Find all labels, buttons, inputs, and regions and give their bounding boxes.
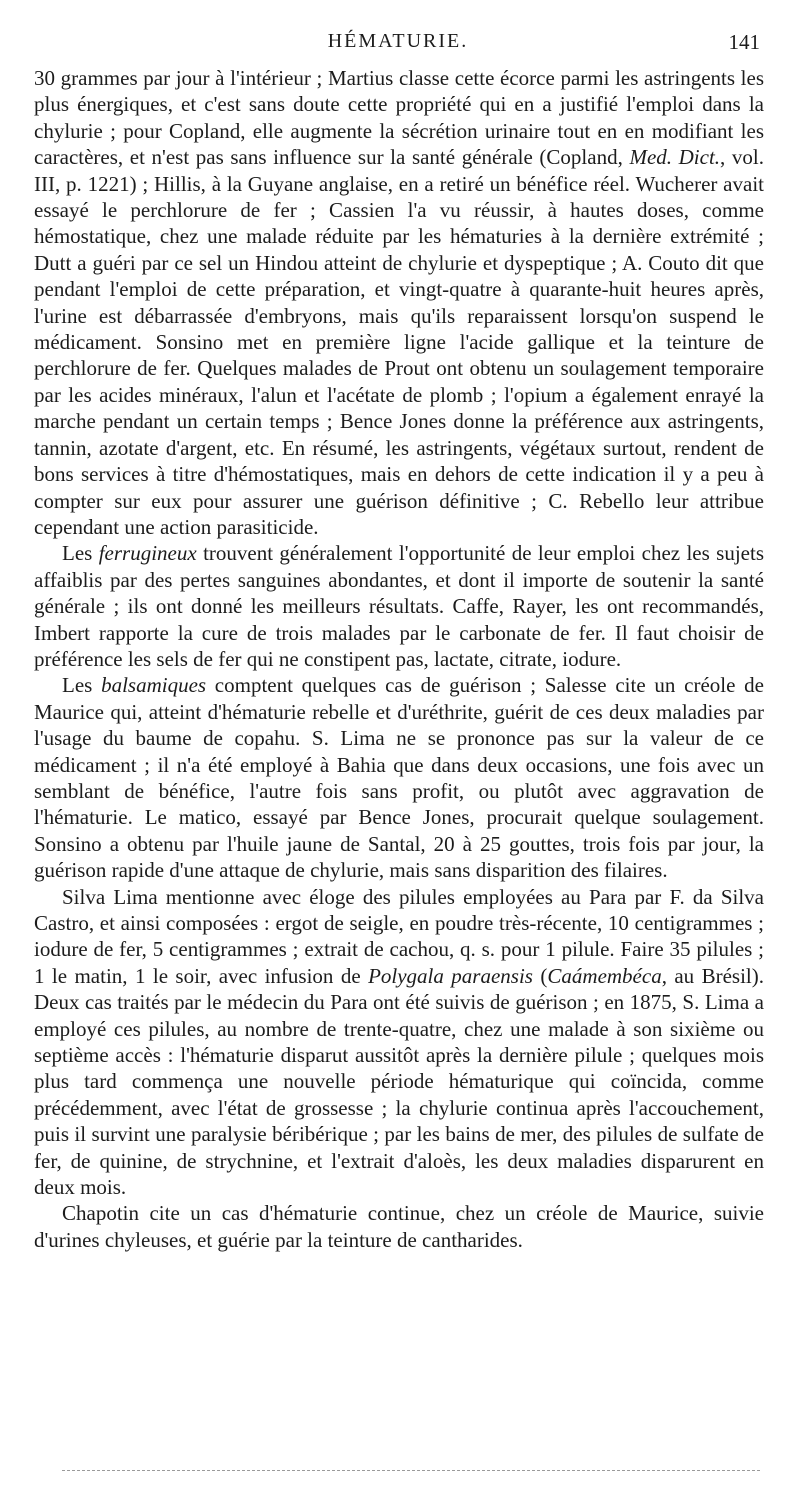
body-text xyxy=(34,65,764,1253)
text-run: , vol. III, p. 1221) ; Hillis, à la Guyane anglaise, en a retiré un bénéfice réel. Wucherer avait essayé le perchlorure de fer ; Cassien l'a vu réussir, à hautes doses, comme hémostatique, chez une malade réduite par les hématuries à la dernière extrémité ; Dutt a guéri par ce sel un Hindou atteint de chylurie et dyspeptique ; A. Couto dit que pendant l'emploi de cette préparation, et vingt-quatre à quarante-huit heures après, l'urine est débarrassée d'embryons, mais qu'ils reparaissent lorsqu'on suspend le médicament. Sonsino met en première ligne l'acide gallique et la teinture de perchlorure de fer. Quelques malades de Prout ont obtenu un soulagement temporaire par les acides minéraux, l'alun et l'acétate de plomb ; l'opium a également enrayé la marche pendant un certain temps ; Bence Jones donne la préférence aux astringents, tannin, azotate d'argent, etc. En résumé, les astringents, végétaux surtout, rendent de bons services à titre d'hémostatiques, mais en dehors de cette indication il y a peu à compter sur eux pour assurer une guérison définitive ; C. Rebello leur attribue cependant une action parasiticide. xyxy=(34,145,764,539)
italic-term: balsamiques xyxy=(101,673,207,698)
paragraph xyxy=(34,540,764,672)
running-head xyxy=(36,30,760,60)
text-run: 30 grammes par jour à l'intérieur ; Martius classe cette écorce parmi les astringents les plus énergiques, et c'est sans doute cette propriété qui en a justifié l'emploi dans la chylurie ; pour Copland, elle augmente la sécrétion urinaire tout en en modifiant les caractères, et n'est pas sans influence sur la santé générale (Copland, xyxy=(34,66,764,170)
text-run: comptent quelques cas de guérison ; Salesse cite un créole de Maurice qui, atteint d'hématurie rebelle et d'uréthrite, guérit de ces deux maladies par l'usage du baume de copahu. S. Lima ne se prononce pas sur la valeur de ce médicament ; il n'a été employé à Bahia que dans deux occasions, une fois avec un semblant de bénéfice, l'autre fois sans profit, ou plutôt avec aggravation de l'hématurie. Le matico, essayé par Bence Jones, procurait quelque soulagement. Sonsino a obtenu par l'huile jaune de Santal, 20 à 25 gouttes, trois fois par jour, la guérison rapide d'une attaque de chylurie, mais sans disparition des filaires. xyxy=(34,673,764,883)
paragraph xyxy=(34,65,764,540)
paragraph xyxy=(34,884,764,1201)
text-run: , au Brésil). Deux cas traités par le médecin du Para ont été suivis de guérison ; en 1875, S. Lima a employé ces pilules, au nombre de trente-quatre, chez une malade à son sixième ou septième accès : l'hématurie disparut aussitôt après la dernière pilule ; quelques mois plus tard commença une nouvelle période hématurique qui coïncida, comme précédemment, avec l'état de grossesse ; la chylurie continua après l'accouchement, puis il survint une paralysie béribérique ; par les bains de mer, des pilules de sulfate de fer, de quinine, de strychnine, et l'extrait d'aloès, les deux maladies disparurent en deux mois. xyxy=(34,963,764,1200)
text-run: Silva Lima mentionne avec éloge des pilules employées au Para par F. da Silva Castro, et ainsi composées : ergot de seigle, en poudre très-récente, 10 centigrammes ; iodure de fer, 5 centigrammes ; extrait de cachou, q. s. pour 1 pilule. Faire 35 pilules ; 1 le matin, 1 le soir, avec infusion de xyxy=(34,884,764,988)
paragraph xyxy=(34,672,764,883)
running-title: HÉMATURIE. xyxy=(327,30,469,52)
text-run: Les xyxy=(62,673,102,698)
text-run: Chapotin cite un cas d'hématurie continue, chez un créole de Maurice, suivie d'urines chyleuses, et guérie par la teinture de cantharides. xyxy=(34,1201,764,1252)
italic-term: Med. Dict. xyxy=(629,145,721,170)
footer-dotted-rule xyxy=(62,1470,760,1471)
page-number: 141 xyxy=(728,30,760,54)
text-run: trouvent généralement l'opportunité de leur emploi chez les sujets affaiblis par des pertes sanguines abondantes, et dont il importe de soutenir la santé générale ; ils ont donné les meilleurs résultats. Caffe, Rayer, les ont recommandés, Imbert rapporte la cure de trois malades par le carbonate de fer. Il faut choisir de préférence les sels de fer qui ne constipent pas, lactate, citrate, iodure. xyxy=(34,541,764,671)
paragraph xyxy=(34,1200,764,1253)
italic-term: ferrugineux xyxy=(98,541,197,566)
text-run: Les xyxy=(62,541,99,566)
italic-term: Caámembéca xyxy=(547,963,662,988)
text-run: ( xyxy=(532,963,548,988)
italic-term: Polygala paraensis xyxy=(368,963,533,988)
